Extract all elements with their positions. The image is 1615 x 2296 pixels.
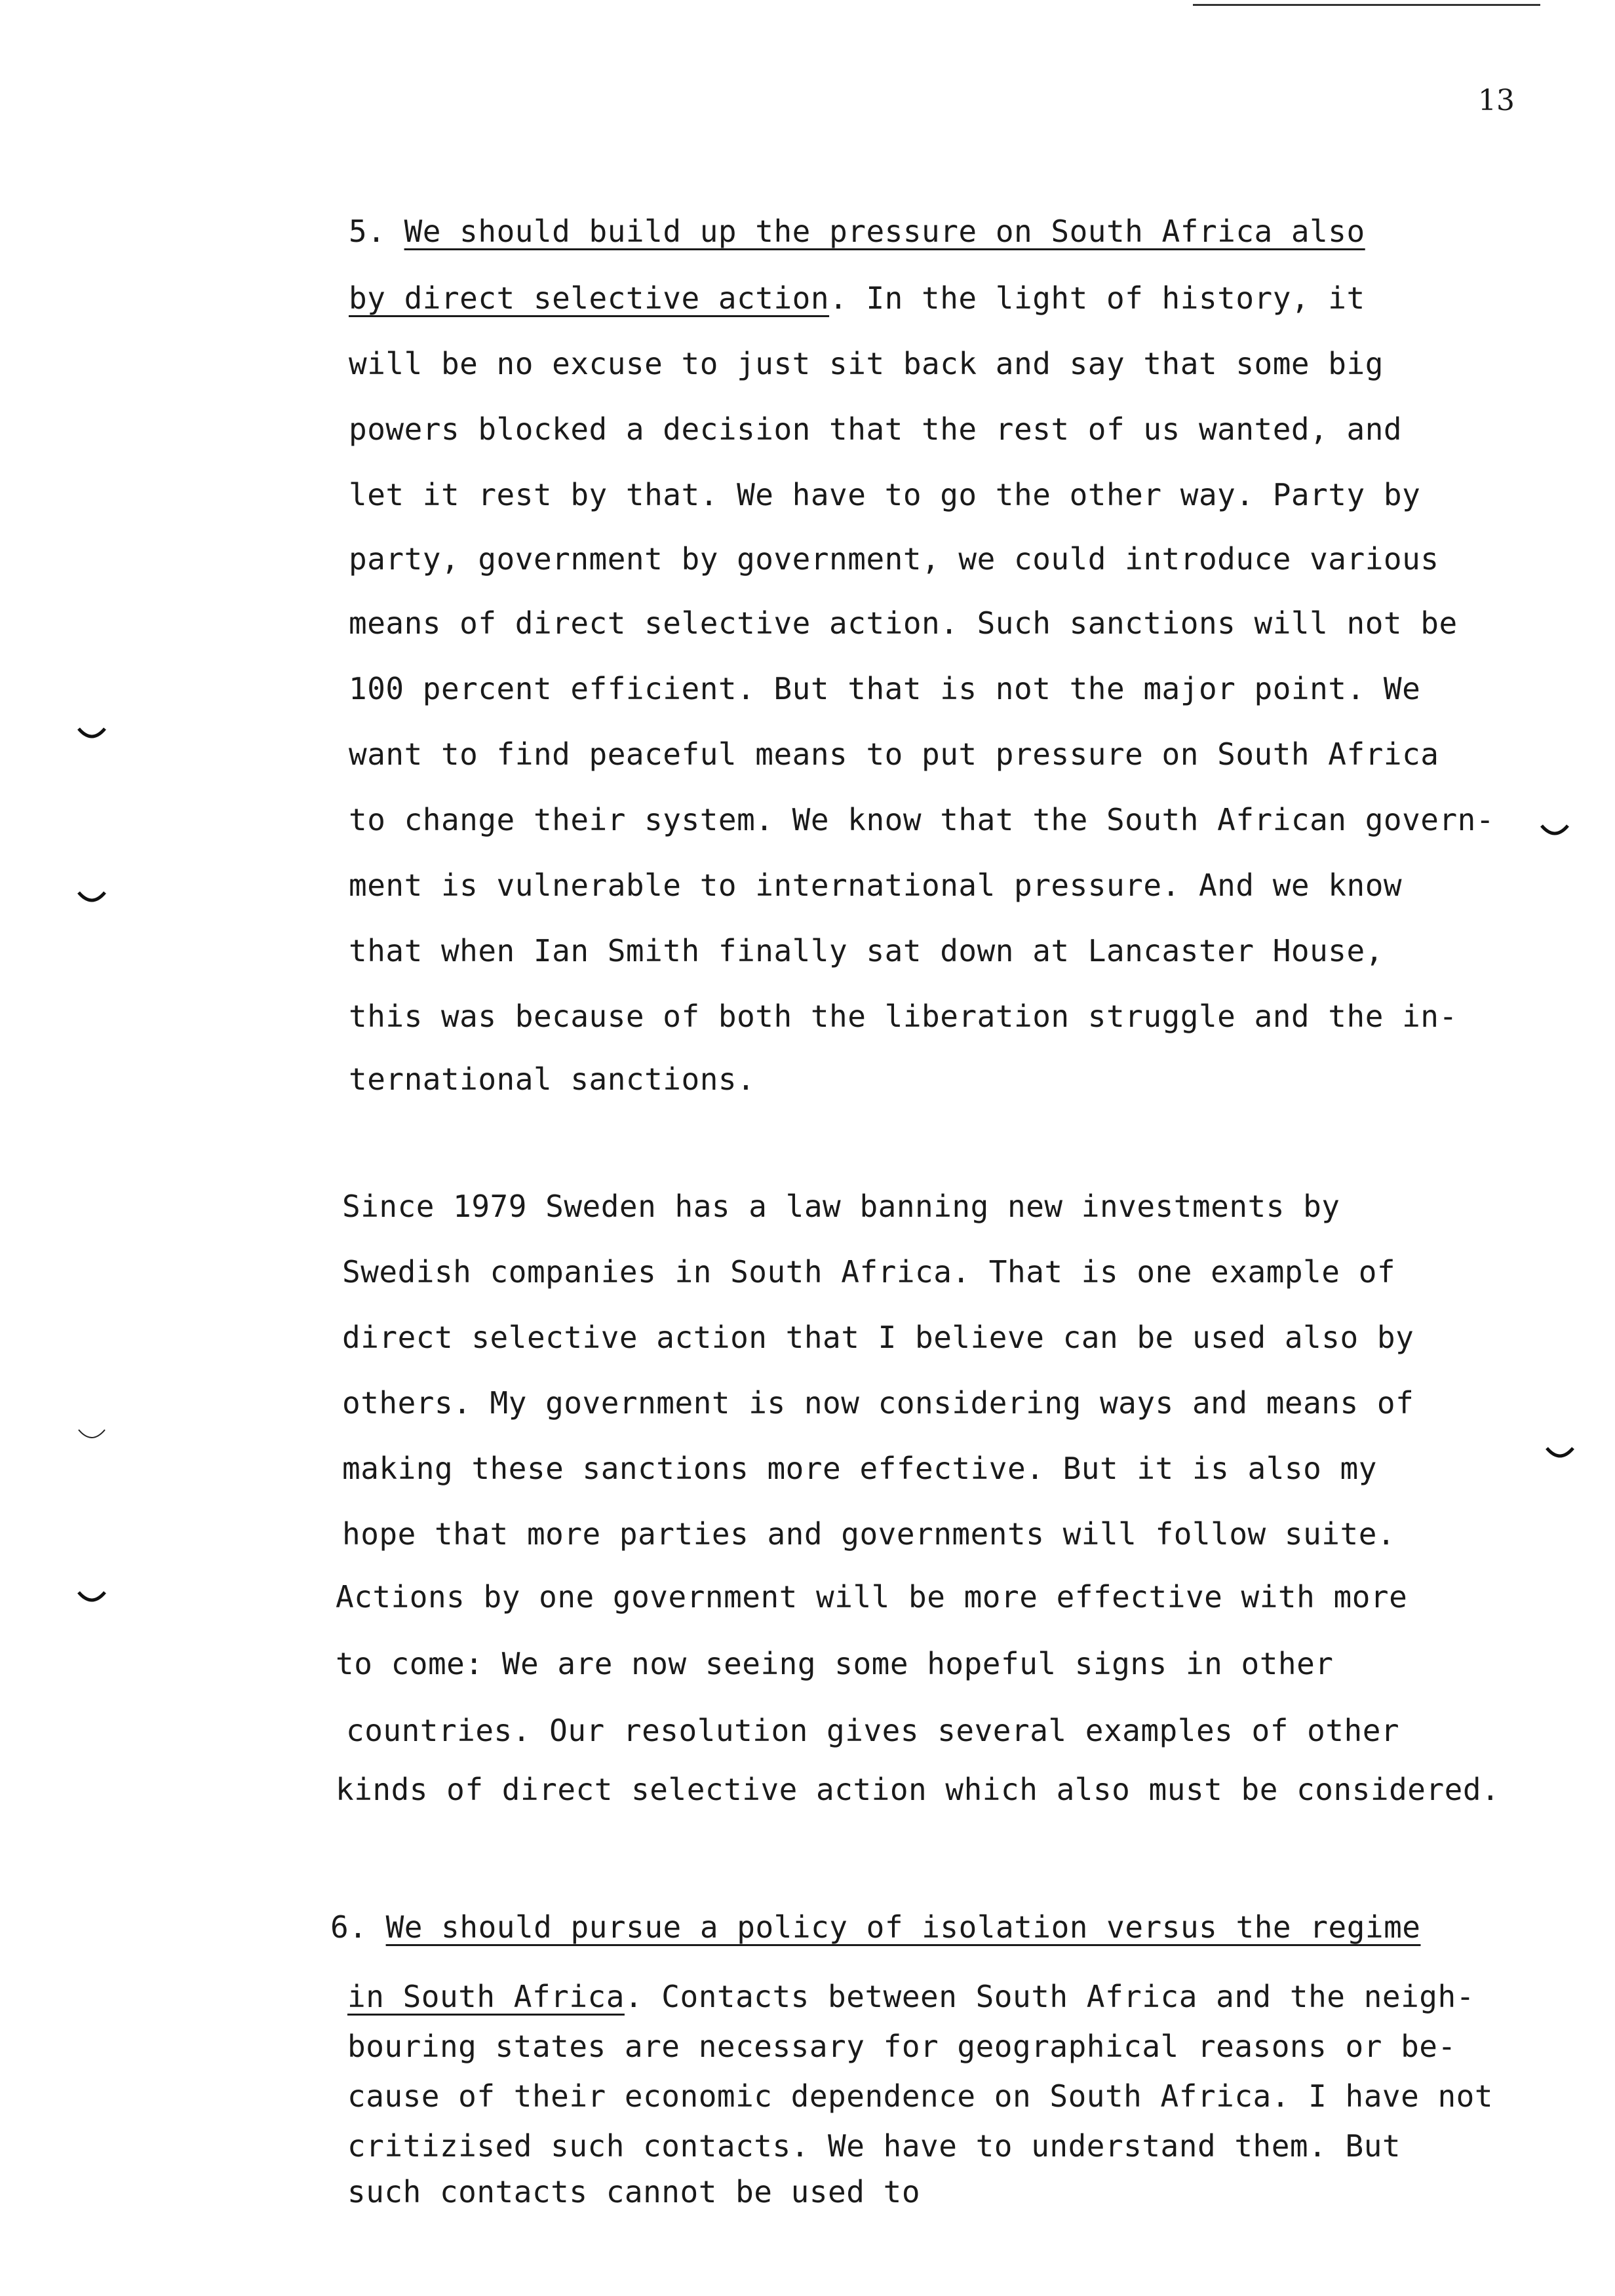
text-line: bouring states are necessary for geographical reasons or be- xyxy=(347,2029,1456,2064)
margin-mark-icon xyxy=(77,1591,106,1605)
text-line: ment is vulnerable to international pressure. And we know xyxy=(349,868,1403,903)
point-heading: We should pursue a policy of isolation versus the regime xyxy=(385,1909,1421,1945)
text-line: kinds of direct selective action which also must be considered. xyxy=(336,1772,1500,1807)
text-line: countries. Our resolution gives several examples of other xyxy=(346,1713,1400,1748)
top-rule xyxy=(1193,4,1540,6)
text-line: 5. We should build up the pressure on South Africa also xyxy=(349,214,1365,249)
text-line: Since 1979 Sweden has a law banning new investments by xyxy=(342,1189,1340,1224)
text-line: cause of their economic dependence on South Africa. I have not xyxy=(347,2078,1494,2114)
text-line: in South Africa. Contacts between South Africa and the neigh- xyxy=(347,1979,1475,2014)
margin-mark-icon xyxy=(77,727,106,742)
text-line: means of direct selective action. Such sanctions will not be xyxy=(349,605,1458,641)
point-heading: by direct selective action xyxy=(349,280,830,316)
text-line: 100 percent efficient. But that is not the major point. We xyxy=(349,671,1421,706)
text-line: to change their system. We know that the South African govern- xyxy=(349,802,1495,837)
margin-mark-icon xyxy=(77,1428,106,1443)
text-line: such contacts cannot be used to xyxy=(347,2174,921,2210)
text-line: others. My government is now considering ways and means of xyxy=(342,1385,1414,1421)
margin-mark-icon xyxy=(1540,824,1569,839)
text-line: that when Ian Smith finally sat down at Lancaster House, xyxy=(349,933,1384,968)
text-line: ternational sanctions. xyxy=(349,1062,756,1097)
text-line: this was because of both the liberation struggle and the in- xyxy=(349,999,1458,1034)
text-line: 6. We should pursue a policy of isolation versus the regime xyxy=(330,1909,1421,1945)
text-line: let it rest by that. We have to go the other way. Party by xyxy=(349,477,1421,512)
text-line: powers blocked a decision that the rest of us wanted, and xyxy=(349,411,1403,447)
text-line: making these sanctions more effective. But it is also my xyxy=(342,1451,1377,1486)
text-line: critizised such contacts. We have to understand them. But xyxy=(347,2128,1401,2164)
text-line: Actions by one government will be more effective with more xyxy=(336,1579,1408,1615)
margin-mark-icon xyxy=(77,891,106,906)
text-line: want to find peaceful means to put pressure on South Africa xyxy=(349,737,1439,772)
point-heading: We should build up the pressure on South Africa also xyxy=(404,214,1365,249)
point-heading: in South Africa xyxy=(347,1979,625,2014)
text-line: hope that more parties and governments will follow suite. xyxy=(342,1516,1396,1552)
text-line: will be no excuse to just sit back and say that some big xyxy=(349,346,1384,381)
page-number: 13 xyxy=(1478,84,1515,117)
text-line: to come: We are now seeing some hopeful signs in other xyxy=(336,1646,1334,1681)
margin-mark-icon xyxy=(1546,1447,1574,1461)
text-line: direct selective action that I believe can be used also by xyxy=(342,1320,1414,1355)
text-line: by direct selective action. In the light of history, it xyxy=(349,280,1365,316)
text-line: party, government by government, we could introduce various xyxy=(349,541,1439,577)
text-line: Swedish companies in South Africa. That is one example of xyxy=(342,1254,1396,1290)
